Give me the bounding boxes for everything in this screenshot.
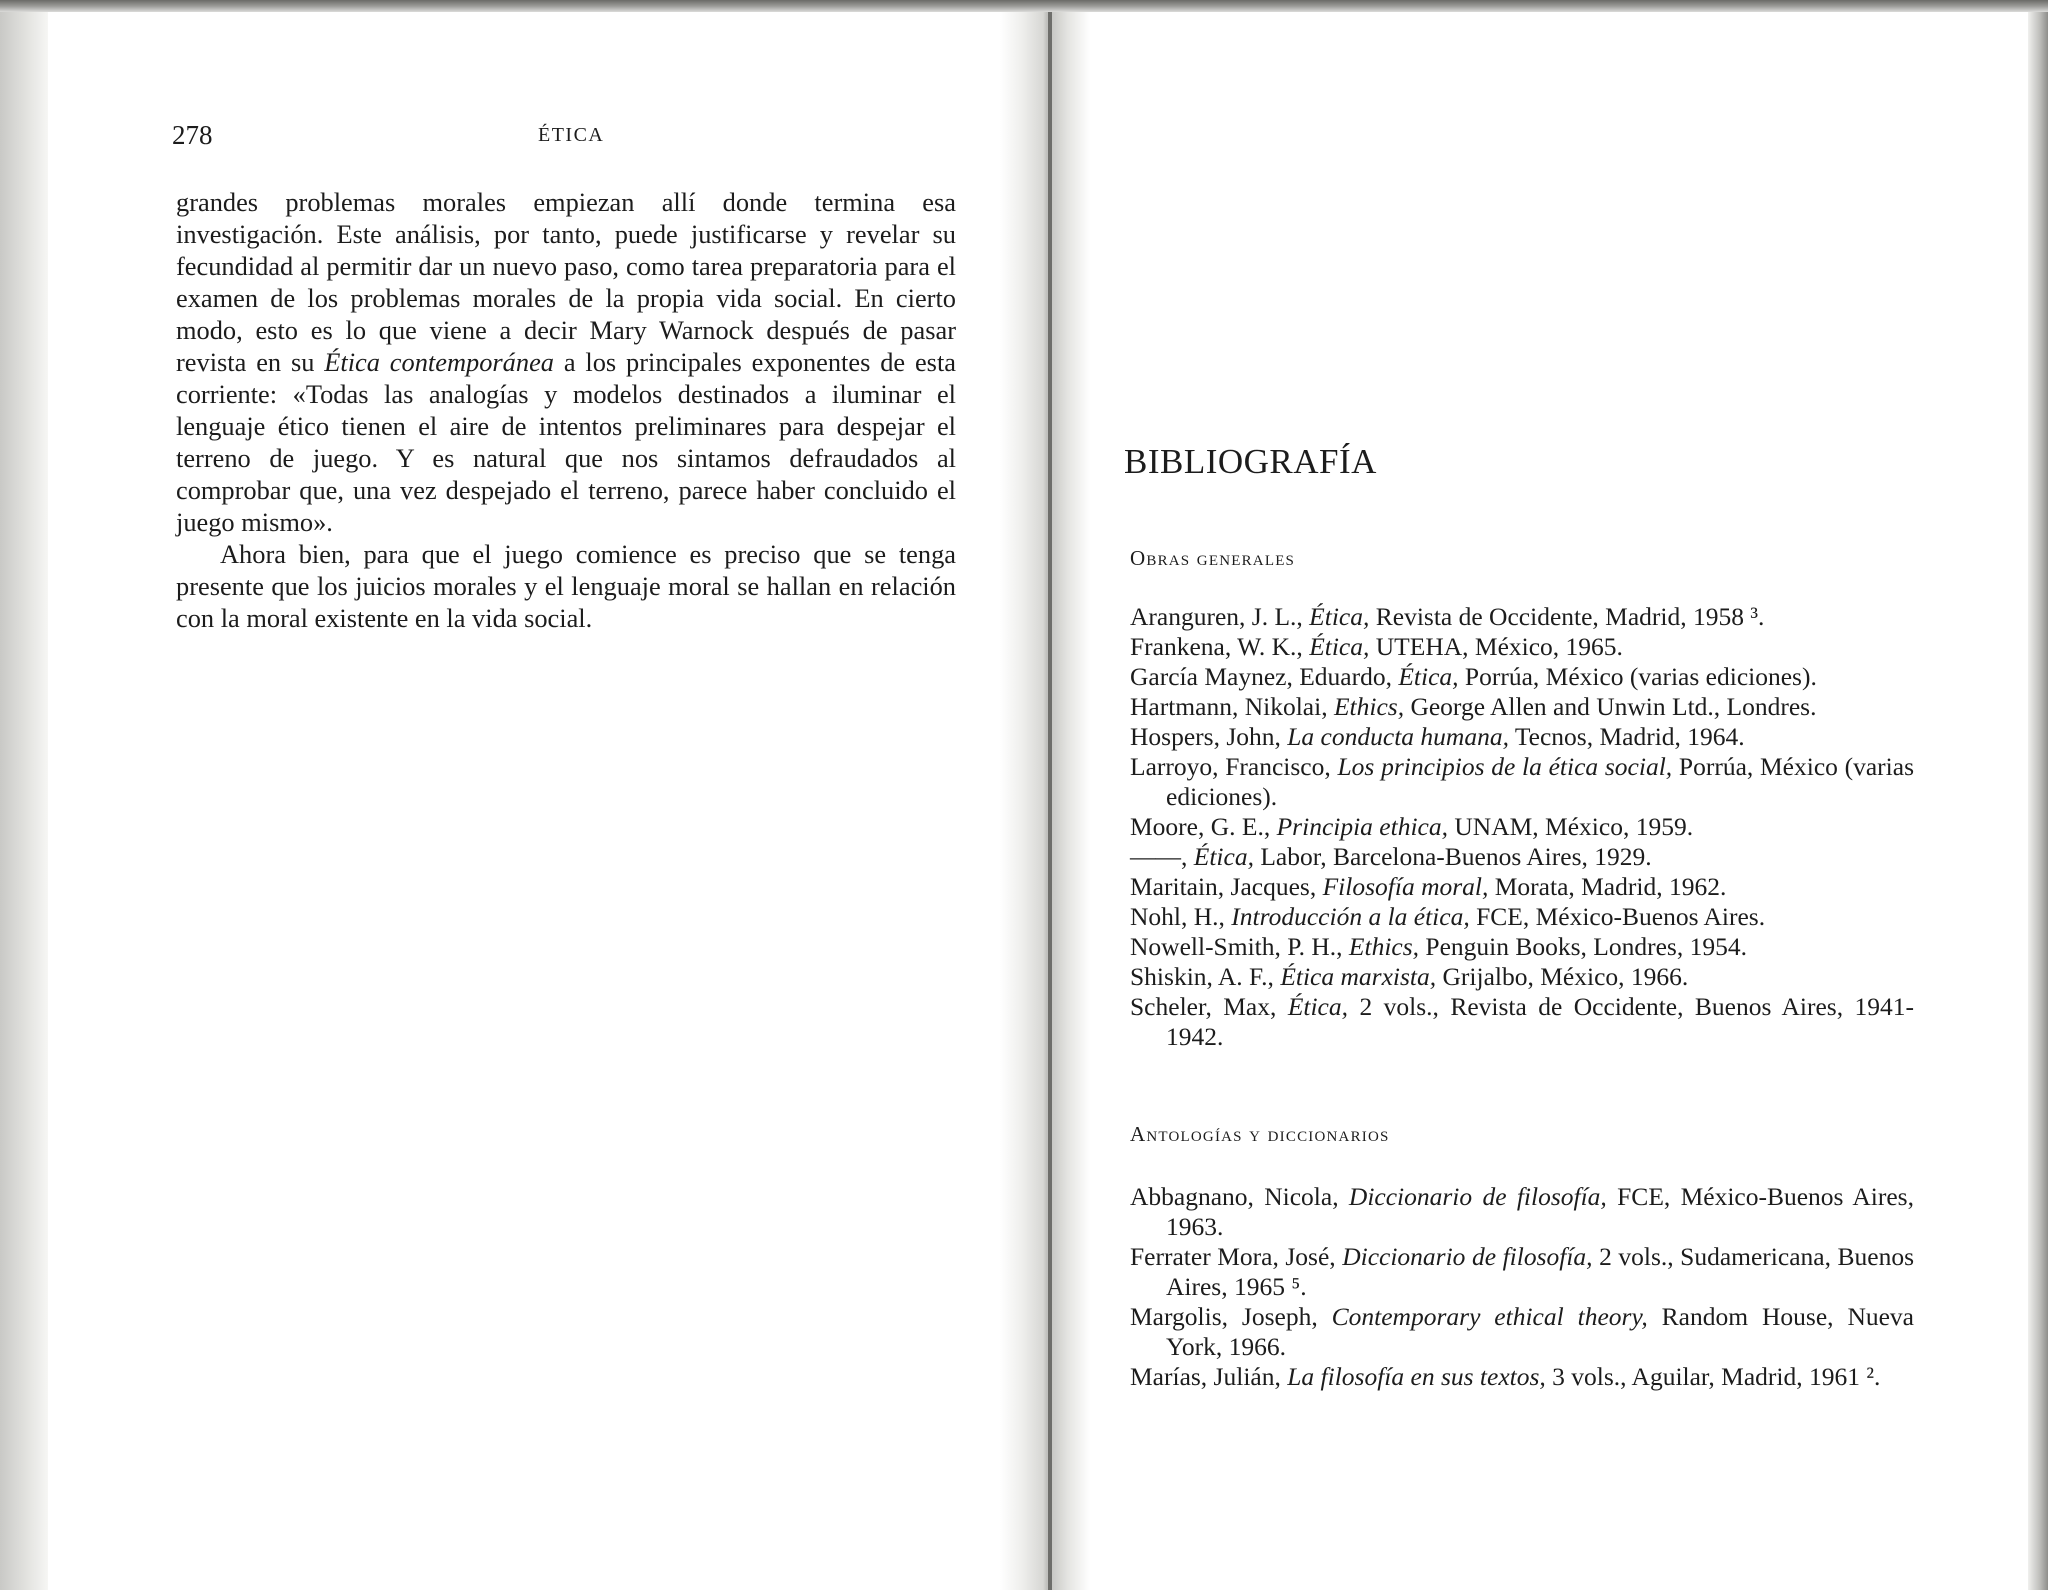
entry-title: Contemporary ethical theory, [1331,1302,1648,1331]
right-scan-edge [2028,0,2048,1590]
entry-title: Ética, [1193,842,1254,871]
bibliography-entry [1130,842,1914,872]
bibliography-list-anthologies [1130,1182,1914,1392]
entry-publication: Labor, Barcelona-Buenos Aires, 1929. [1253,842,1652,871]
entry-title: Diccionario de filosofía, [1348,1182,1607,1211]
paragraph-1-text-end: a los principales exponentes de esta corriente: «Todas las analogías y modelos destinados a iluminar el lenguaje ético tienen el aire de intentos preliminares para despejar el terreno de juego. Y es natural que nos sintamos defraudados al comprobar que, una vez despejado el terreno, parece haber concluido el juego mismo». [176,347,957,537]
paragraph-2: Ahora bien, para que el juego comience es preciso que se tenga presente que los juicios morales y el lenguaje moral se hallan en relación con la moral existente en la vida social. [176,539,956,633]
entry-author: Maritain, Jacques, [1130,872,1323,901]
paragraph-1 [176,186,956,538]
bibliography-entry [1130,752,1914,812]
entry-author: Moore, G. E., [1130,812,1277,841]
entry-publication: George Allen and Unwin Ltd., Londres. [1404,692,1817,721]
entry-author: García Maynez, Eduardo, [1130,662,1399,691]
entry-author: Aranguren, J. L., [1130,602,1310,631]
bibliography-entry [1130,1242,1914,1302]
entry-author: Ferrater Mora, José, [1130,1242,1343,1271]
entry-author: Larroyo, Francisco, [1130,752,1338,781]
entry-publication: 2 vols., Sudamericana, Buenos Aires, 1965 ⁵. [1166,1242,1914,1301]
section-heading-anthologies: Antologías y diccionarios [1130,1122,1390,1146]
bibliography-entry [1130,992,1914,1052]
entry-title: Ética marxista, [1280,962,1437,991]
bibliography-entry [1130,962,1914,992]
bibliography-entry [1130,662,1914,692]
entry-title: Introducción a la ética, [1231,902,1470,931]
entry-author: Marías, Julián, [1130,1362,1288,1391]
entry-author: Frankena, W. K., [1130,632,1310,661]
running-head: ÉTICA [538,124,605,146]
entry-publication: Grijalbo, México, 1966. [1436,962,1689,991]
entry-title: La filosofía en sus textos, [1287,1362,1546,1391]
entry-publication: Revista de Occidente, Madrid, 1958 ³. [1369,602,1765,631]
entry-author: Hartmann, Nikolai, [1130,692,1334,721]
entry-publication: Morata, Madrid, 1962. [1488,872,1727,901]
entry-title: Los principios de la ética social, [1337,752,1673,781]
entry-publication: UTEHA, México, 1965. [1369,632,1623,661]
entry-publication: FCE, México-Buenos Aires, 1963. [1166,1182,1914,1241]
entry-title: Ética, [1398,662,1459,691]
entry-author: Nowell-Smith, P. H., [1130,932,1349,961]
bibliography-entry [1130,722,1914,752]
bibliography-entry [1130,1302,1914,1362]
bibliography-entry [1130,632,1914,662]
entry-publication: FCE, México-Buenos Aires. [1469,902,1766,931]
bibliography-list-general [1130,602,1914,1052]
entry-title: Ética, [1309,632,1370,661]
bibliography-entry [1130,1182,1914,1242]
entry-title: Ética, [1309,602,1370,631]
top-scan-edge [0,0,2048,12]
body-text [176,186,956,634]
entry-author: ——, [1130,842,1194,871]
entry-publication: Random House, Nueva York, 1966. [1166,1302,1915,1361]
bibliography-entry [1130,872,1914,902]
bibliography-entry [1130,692,1914,722]
bibliography-entry [1130,812,1914,842]
bibliography-entry [1130,1362,1914,1392]
entry-publication: Tecnos, Madrid, 1964. [1508,722,1745,751]
entry-publication: 3 vols., Aguilar, Madrid, 1961 ². [1545,1362,1881,1391]
paragraph-1-text-start: grandes problemas morales empiezan allí donde termina esa investigación. Este análisis, por tanto, puede justificarse y revelar su fecundidad al permitir dar un nuevo paso, como tarea preparatoria para el examen de los problemas morales de la propia vida social. En cierto modo, esto es lo que viene a decir Mary Warnock después de pasar revista en su [176,187,956,377]
section-heading-general-works: Obras generales [1130,546,1296,570]
entry-title: Diccionario de filosofía, [1342,1242,1593,1271]
entry-author: Scheler, Max, [1130,992,1288,1021]
bibliography-entry [1130,602,1914,632]
entry-title: Ethics, [1348,932,1420,961]
entry-author: Shiskin, A. F., [1130,962,1281,991]
entry-publication: Penguin Books, Londres, 1954. [1419,932,1747,961]
entry-author: Nohl, H., [1130,902,1232,931]
book-spine [1048,0,1052,1590]
entry-title: Ethics, [1333,692,1405,721]
entry-publication: UNAM, México, 1959. [1448,812,1694,841]
bibliography-entry [1130,902,1914,932]
bibliography-title: BIBLIOGRAFÍA [1124,442,1377,481]
entry-title: Ética, [1287,992,1349,1021]
book-gutter [1000,0,1090,1590]
entry-publication: Porrúa, México (varias ediciones). [1458,662,1817,691]
entry-author: Abbagnano, Nicola, [1130,1182,1349,1211]
entry-title: Filosofía moral, [1322,872,1489,901]
entry-publication: 2 vols., Revista de Occidente, Buenos Aires, 1941-1942. [1166,992,1914,1051]
entry-author: Hospers, John, [1130,722,1288,751]
book-title-italic: Ética contemporánea [324,347,554,377]
bibliography-entry [1130,932,1914,962]
entry-title: Principia ethica, [1276,812,1448,841]
entry-author: Margolis, Joseph, [1130,1302,1332,1331]
left-scan-edge [0,0,48,1590]
entry-publication: Porrúa, México (varias ediciones). [1166,752,1914,811]
page-number: 278 [172,120,213,150]
entry-title: La conducta humana, [1287,722,1509,751]
